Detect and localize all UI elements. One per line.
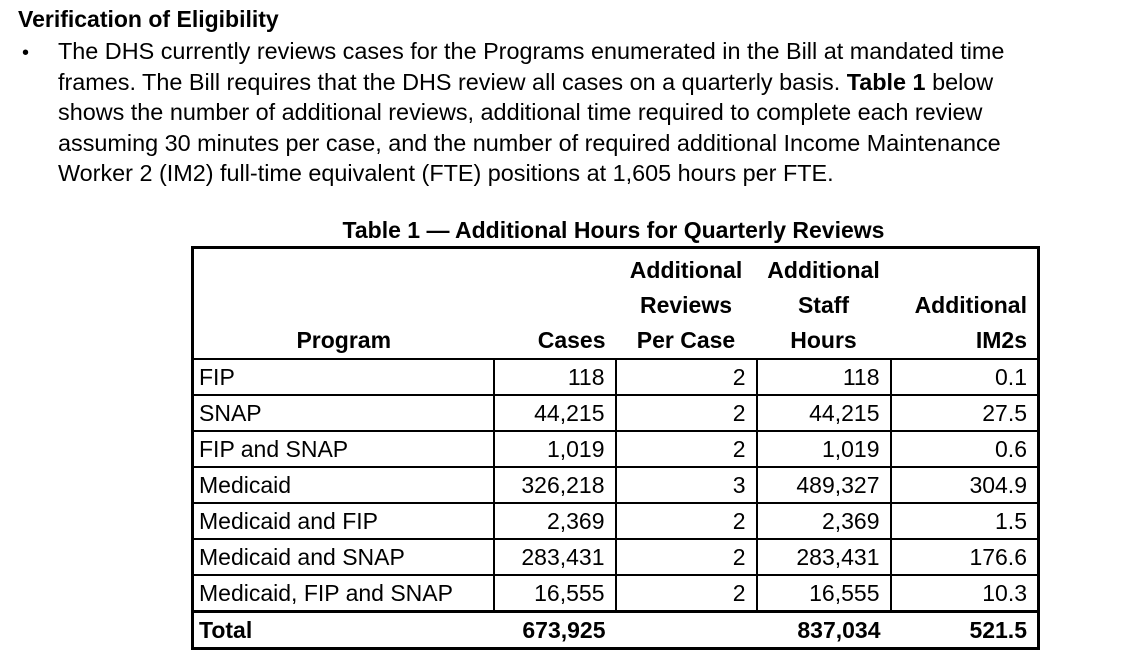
paragraph-line (58, 67, 1128, 98)
cell-hours: 16,555 (757, 575, 891, 612)
header-hours-line: Staff (797, 292, 850, 318)
hours-table (191, 246, 1040, 650)
table-row (193, 503, 1039, 539)
cell-reviews: 2 (616, 359, 757, 395)
paragraph-line-text: frames. The Bill requires that the DHS review all cases on a quarterly basis. (58, 68, 841, 95)
cell-cases: 1,019 (494, 431, 616, 467)
cell-cases: 44,215 (494, 395, 616, 431)
cell-hours: 44,215 (757, 395, 891, 431)
cell-program: FIP (193, 359, 494, 395)
cell-cases: 2,369 (494, 503, 616, 539)
cell-hours: 1,019 (757, 431, 891, 467)
paragraph-line: The DHS currently reviews cases for the Programs enumerated in the Bill at mandated time (58, 38, 1005, 64)
total-im2s: 521.5 (891, 612, 1039, 649)
header-im2s (891, 248, 1039, 360)
cell-reviews: 2 (616, 575, 757, 612)
header-hours (757, 248, 891, 360)
cell-im2s: 0.1 (891, 359, 1039, 395)
paragraph-line: shows the number of additional reviews, additional time required to complete each review (58, 99, 983, 126)
cell-reviews: 2 (616, 431, 757, 467)
total-reviews (616, 612, 757, 649)
total-hours: 837,034 (757, 612, 891, 649)
cell-reviews: 3 (616, 467, 757, 503)
section-heading: Verification of Eligibility (18, 6, 279, 32)
table-row (193, 359, 1039, 395)
paragraph-line: assuming 30 minutes per case, and the number of required additional Income Maintenance (58, 129, 1001, 156)
table-reference: Table 1 (846, 68, 926, 95)
cell-program: SNAP (193, 395, 494, 431)
cell-reviews: 2 (616, 503, 757, 539)
cell-cases: 118 (494, 359, 616, 395)
cell-hours: 283,431 (757, 539, 891, 575)
cell-program: Medicaid and FIP (193, 503, 494, 539)
table-total-row (193, 612, 1039, 649)
cell-cases: 326,218 (494, 467, 616, 503)
paragraph-line: Worker 2 (IM2) full-time equivalent (FTE) positions at 1,605 hours per FTE. (58, 160, 834, 187)
table-row (193, 431, 1039, 467)
cell-im2s: 0.6 (891, 431, 1039, 467)
table-row (193, 575, 1039, 612)
cell-hours: 2,369 (757, 503, 891, 539)
cell-im2s: 27.5 (891, 395, 1039, 431)
header-reviews-line: Per Case (636, 327, 736, 353)
paragraph-line-tail: below (925, 68, 994, 95)
cell-cases: 283,431 (494, 539, 616, 575)
header-hours-line: Hours (790, 327, 857, 353)
header-reviews-line: Additional (629, 257, 743, 283)
cell-program: Medicaid (193, 467, 494, 503)
cell-reviews: 2 (616, 395, 757, 431)
table-caption: Table 1 — Additional Hours for Quarterly Reviews (342, 217, 885, 243)
header-hours-line: Additional (767, 257, 880, 283)
total-cases: 673,925 (494, 612, 616, 649)
cell-cases: 16,555 (494, 575, 616, 612)
cell-program: Medicaid and SNAP (193, 539, 494, 575)
header-reviews-line: Reviews (639, 292, 733, 318)
cell-hours: 489,327 (757, 467, 891, 503)
header-cases: Cases (537, 327, 606, 353)
cell-program: Medicaid, FIP and SNAP (193, 575, 494, 612)
table-row (193, 395, 1039, 431)
cell-program: FIP and SNAP (193, 431, 494, 467)
table-row (193, 539, 1039, 575)
bullet-marker: • (22, 42, 30, 64)
cell-reviews: 2 (616, 539, 757, 575)
total-label: Total (193, 612, 494, 649)
header-reviews (616, 248, 757, 360)
header-im2s-line: IM2s (975, 327, 1027, 353)
header-program: Program (296, 327, 392, 353)
bullet-paragraph (58, 36, 1128, 189)
table-header-row (193, 248, 1039, 360)
cell-im2s: 176.6 (891, 539, 1039, 575)
cell-im2s: 1.5 (891, 503, 1039, 539)
header-im2s-line: Additional (914, 292, 1027, 318)
cell-im2s: 304.9 (891, 467, 1039, 503)
cell-hours: 118 (757, 359, 891, 395)
cell-im2s: 10.3 (891, 575, 1039, 612)
table-row (193, 467, 1039, 503)
